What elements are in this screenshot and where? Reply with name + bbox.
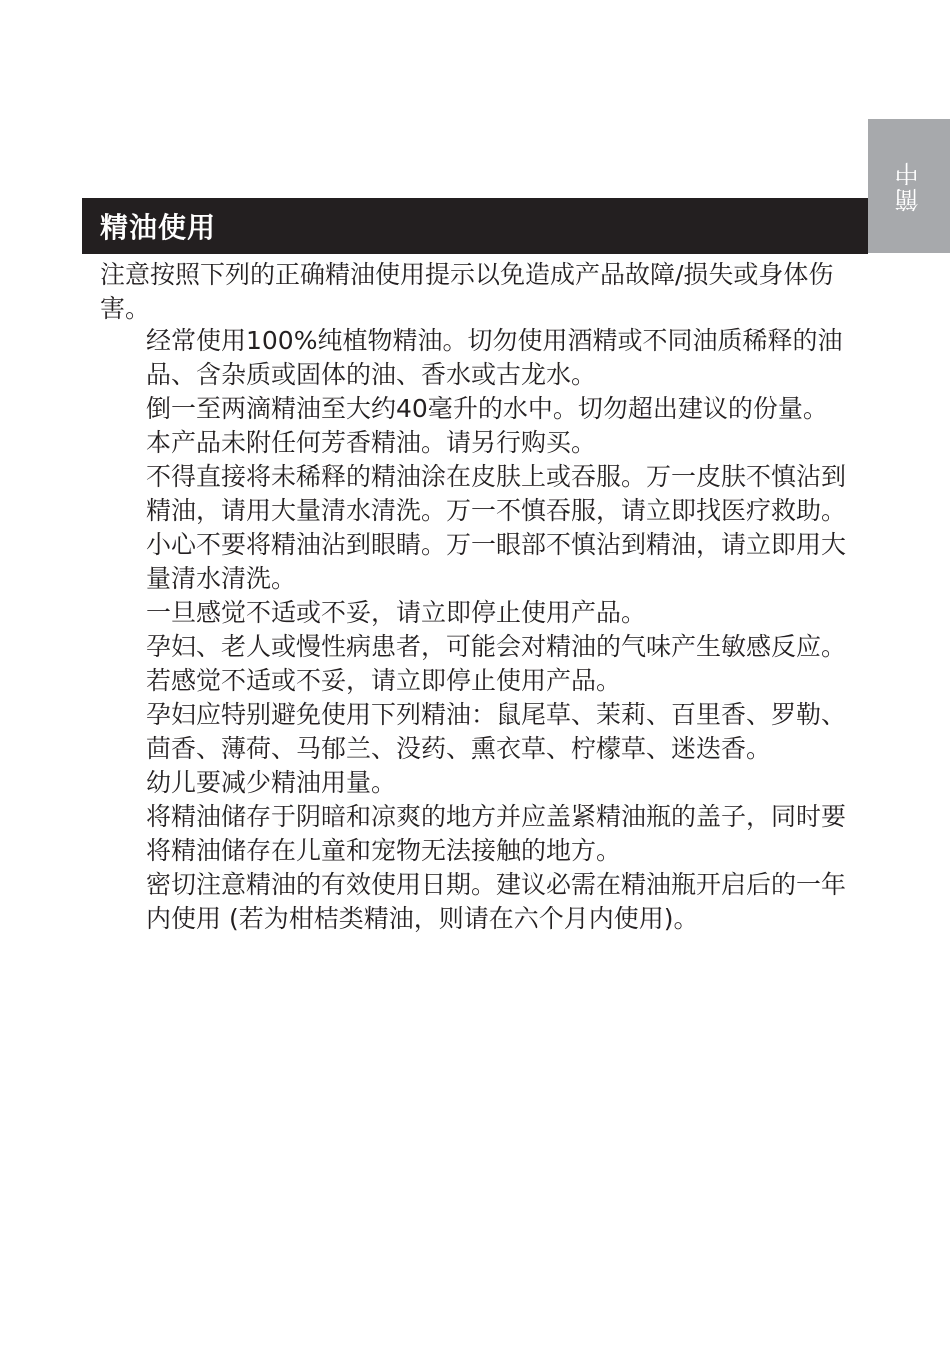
language-tab	[868, 119, 950, 253]
language-tab-label: 簡中	[895, 160, 923, 212]
section-title: 精油使用	[100, 211, 217, 244]
section-header	[82, 198, 868, 254]
tip-item: 孕妇、老人或慢性病患者，可能会对精油的气味产生敏感反应。若感觉不适或不妥，请立即停止使用产品。	[146, 632, 847, 695]
tip-item: 孕妇应特别避免使用下列精油：鼠尾草、茉莉、百里香、罗勒、茴香、薄荷、马郁兰、没药、熏衣草、柠檬草、迷迭香。	[146, 700, 847, 763]
tips-list	[146, 324, 858, 936]
tip-item: 本产品未附任何芳香精油。请另行购买。	[146, 428, 597, 457]
section-intro: 注意按照下列的正确精油使用提示以免造成产品故障/损失或身体伤害。	[100, 260, 834, 323]
tip-item: 经常使用100%纯植物精油。切勿使用酒精或不同油质稀释的油品、含杂质或固体的油、香水或古龙水。	[146, 326, 843, 389]
tip-item: 密切注意精油的有效使用日期。建议必需在精油瓶开启后的一年内使用 (若为柑桔类精油，则请在六个月内使用)。	[146, 870, 847, 933]
tip-item: 一旦感觉不适或不妥，请立即停止使用产品。	[146, 598, 647, 627]
tip-item: 将精油储存于阴暗和凉爽的地方并应盖紧精油瓶的盖子，同时要将精油储存在儿童和宠物无法接触的地方。	[146, 802, 847, 865]
tip-item: 小心不要将精油沾到眼睛。万一眼部不慎沾到精油，请立即用大量清水清洗。	[146, 530, 847, 593]
tip-item: 不得直接将未稀释的精油涂在皮肤上或吞服。万一皮肤不慎沾到精油，请用大量清水清洗。万一不慎吞服，请立即找医疗救助。	[146, 462, 847, 525]
tip-item: 倒一至两滴精油至大约40毫升的水中。切勿超出建议的份量。	[146, 394, 828, 423]
tip-item: 幼儿要减少精油用量。	[146, 768, 397, 797]
